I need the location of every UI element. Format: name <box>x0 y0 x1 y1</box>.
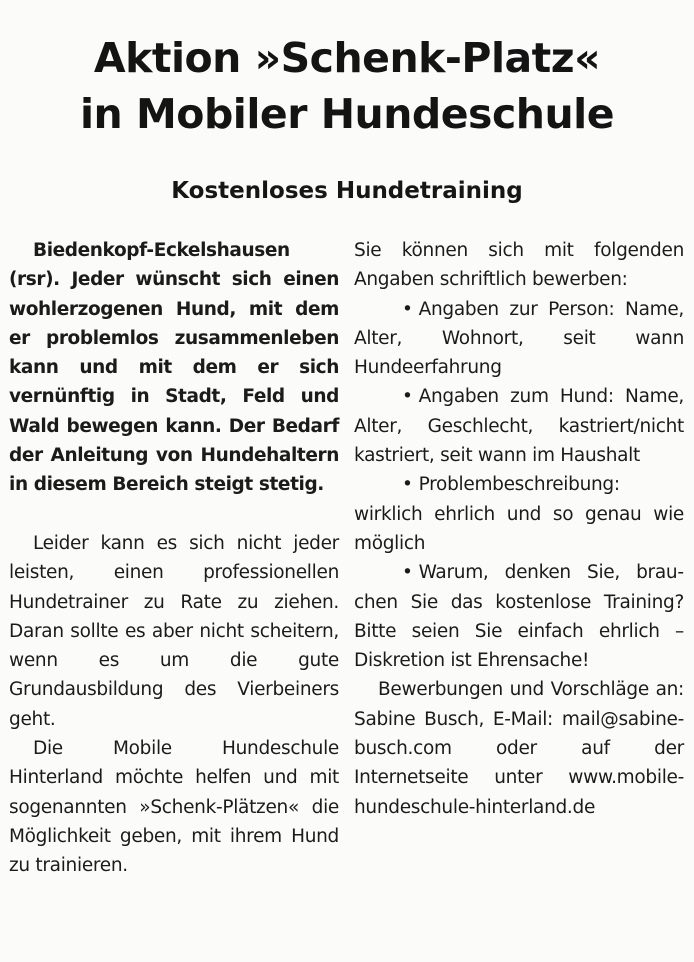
bullet-text-reason: Warum, denken Sie, brauchen Sie das kostenlose Training? Bitte seien Sie einfach ehrlich – Diskretion ist Ehrensache! <box>354 562 684 672</box>
bullet-item-problem <box>354 470 684 558</box>
bullet-item-dog <box>354 382 684 470</box>
headline-line-2: in Mobiler Hundeschule <box>79 90 615 138</box>
contact-prefix: Bewerbungen und Vorschläge an: Sabine Busch, E-Mail: <box>354 679 684 730</box>
bullet-text-dog: Angaben zum Hund: Name, Alter, Geschlecht, kastriert/​nicht kastriert, seit wann im Haushalt <box>354 386 684 467</box>
article-column-right <box>354 236 684 822</box>
article-column-left <box>9 236 339 881</box>
application-intro: Sie können sich mit folgenden Angaben schriftlich bewerben: <box>354 240 684 291</box>
body-paragraph-1: Leider kann es sich nicht jeder leisten, einen professionellen Hundetrainer zu Rate zu ziehen. Daran sollte es aber nicht scheitern, wenn es um die gute Grundausbildung des Vierbeiners geht. <box>9 532 339 730</box>
headline <box>0 30 694 142</box>
contact-middle: oder auf der Internetseite unter <box>354 738 684 789</box>
body-paragraph-2: Die Mobile Hundeschule Hinterland möchte helfen und mit sogenannten »Schenk-Plätzen« die Möglichkeit geben, mit ihrem Hund zu trainieren. <box>9 738 339 877</box>
subheadline: Kostenloses Hundetraining <box>171 178 523 204</box>
lead-paragraph: Biedenkopf-Eckelshausen (rsr). Jeder wünscht sich einen wohlerzogenen Hund, mit dem er problemlos zusammenleben kann und mit dem er sich vernünftig in Stadt, Feld und Wald bewegen kann. Der Bedarf der Anleitung von Hundehaltern in diesem Bereich steigt stetig. <box>9 240 339 496</box>
bullet-icon: • <box>402 386 413 408</box>
bullet-item-reason <box>354 558 684 675</box>
bullet-icon: • <box>402 562 413 584</box>
contact-email: mail@sabine-busch.com <box>354 708 684 760</box>
contact-url: www.mobile-hundeschule-hinterland.de <box>354 767 684 818</box>
bullet-icon: • <box>402 474 413 496</box>
headline-line-1: Aktion »Schenk-Platz« <box>93 34 601 82</box>
bullet-text-person: Angaben zur Person: Name, Alter, Wohnort, seit wann Hundeerfahrung <box>354 298 684 379</box>
bullet-item-person <box>354 295 684 383</box>
bullet-icon: • <box>402 298 413 320</box>
bullet-text-problem: Problembeschreibung: wirklich ehrlich und so genau wie möglich <box>354 474 684 554</box>
contact-paragraph <box>354 675 684 821</box>
